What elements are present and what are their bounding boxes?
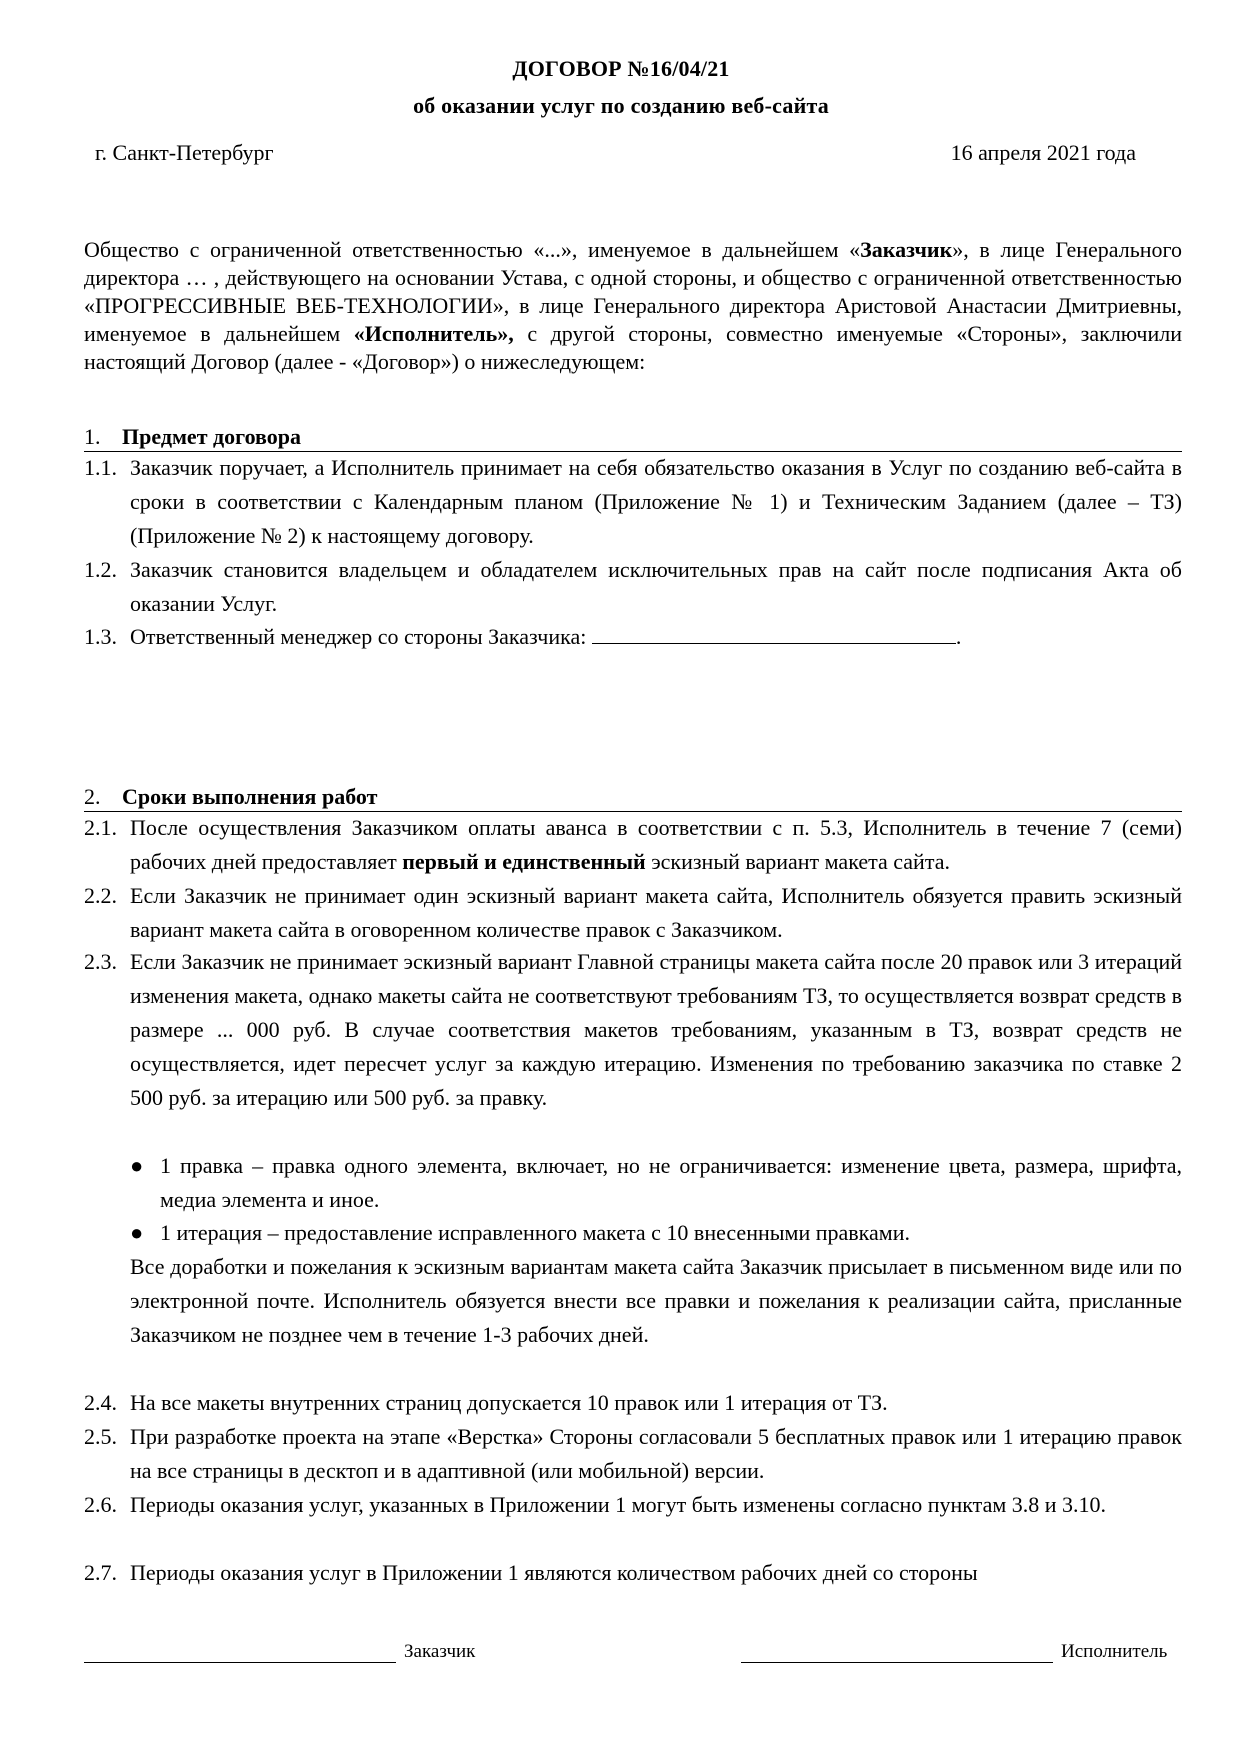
clause-number: 2.1. (84, 815, 117, 840)
clause-text: Если Заказчик не принимает эскизный вариант Главной страницы макета сайта после 20 правок или 3 итераций изменения макета, однако макеты сайта не соответствуют требованиям ТЗ, то осуществляется возврат средств в размере ... 000 руб. В случае соответствия макетов требованиям, указанным в ТЗ, возврат средств не осуществляется, идет пересчет услуг за каждую итерацию. Изменения по требованию заказчика по ставке 2 500 руб. за итерацию или 500 руб. за правку. (130, 949, 1182, 1110)
bullet-item (130, 1149, 1182, 1217)
clause-text: Если Заказчик не принимает один эскизный вариант макета сайта, Исполнитель обязуется править эскизный вариант макета сайта в оговоренном количестве правок с Заказчиком. (130, 883, 1182, 942)
clause-2-3 (84, 945, 1182, 1115)
executor-signature (741, 1641, 1167, 1663)
clause-number: 2.7. (84, 1560, 117, 1585)
bullet-text: 1 правка – правка одного элемента, включает, но не ограничивается: изменение цвета, размера, шрифта, медиа элемента и иное. (160, 1153, 1182, 1212)
clause-2-7 (84, 1556, 1182, 1590)
clause-number: 2.2. (84, 883, 117, 908)
clause-text-b: эскизный вариант макета сайта. (645, 849, 950, 874)
contract-title: ДОГОВОР №16/04/21 (512, 56, 730, 81)
clause-text: Периоды оказания услуг в Приложении 1 являются количеством рабочих дней со стороны (130, 1560, 978, 1585)
clause-2-4 (84, 1386, 1182, 1420)
clause-text: Заказчик становится владельцем и обладателем исключительных прав на сайт после подписания Акта об оказании Услуг. (130, 557, 1182, 616)
clause-text: Заказчик поручает, а Исполнитель принимает на себя обязательство оказания в Услуг по созданию веб-сайта в сроки в соответствии с Календарным планом (Приложение № 1) и Техническим Заданием (далее – ТЗ) (Приложение № 2) к настоящему договору. (130, 455, 1182, 548)
executor-term: «Исполнитель», (353, 321, 514, 346)
clause-tail: . (955, 624, 962, 649)
place-date-line (95, 140, 1136, 166)
clause-number: 2.3. (84, 949, 117, 974)
city: г. Санкт-Петербург (95, 140, 274, 165)
customer-signature-label: Заказчик (404, 1641, 476, 1662)
clause-text: Периоды оказания услуг, указанных в Приложении 1 могут быть изменены согласно пунктам 3.8 и 3.10. (130, 1492, 1107, 1517)
note-text: Все доработки и пожелания к эскизным вариантам макета сайта Заказчик присылает в письменном виде или по электронной почте. Исполнитель обязуется внести все правки и пожелания к реализации сайта, присланные Заказчиком не позднее чем в течение 1-3 рабочих дней. (130, 1254, 1182, 1347)
clause-text: Ответственный менеджер со стороны Заказчика: (130, 624, 592, 649)
preamble-part-3: с другой стороны, совместно именуемые «Стороны», заключили настоящий Договор (далее - «Договор») о нижеследующем: (84, 321, 1182, 374)
bullet-icon: ● (130, 1220, 144, 1245)
section-2-number: 2. (84, 784, 101, 809)
clause-1-2 (84, 553, 1182, 621)
contract-subtitle: об оказании услуг по созданию веб-сайта (413, 93, 829, 118)
manager-blank-field[interactable] (592, 623, 956, 644)
clause-1-3 (84, 620, 1182, 654)
clause-2-5 (84, 1420, 1182, 1488)
clause-number: 1.1. (84, 455, 117, 480)
preamble-part-1: Общество с ограниченной ответственностью «...», именуемое в дальнейшем « (84, 237, 861, 262)
bullet-text: 1 итерация – предоставление исправленного макета с 10 внесенными правками. (160, 1220, 910, 1245)
executor-signature-field[interactable] (741, 1644, 1053, 1663)
customer-signature-field[interactable] (84, 1644, 396, 1663)
bullet-icon: ● (130, 1153, 144, 1178)
clause-text: На все макеты внутренних страниц допускается 10 правок или 1 итерация от ТЗ. (130, 1390, 888, 1415)
clause-1-1 (84, 451, 1182, 553)
clause-2-3-note (84, 1250, 1182, 1352)
section-1-title: Предмет договора (122, 424, 301, 449)
clause-number: 1.3. (84, 624, 117, 649)
section-2-heading (84, 784, 1182, 812)
section-1-heading (84, 424, 1182, 452)
clause-text: При разработке проекта на этапе «Верстка» Стороны согласовали 5 бесплатных правок или 1 итерацию правок на все страницы в десктоп и в адаптивной (или мобильной) версии. (130, 1424, 1182, 1483)
clause-2-1 (84, 811, 1182, 879)
executor-signature-label: Исполнитель (1061, 1641, 1168, 1662)
preamble (84, 236, 1182, 376)
section-2-title: Сроки выполнения работ (122, 784, 378, 809)
contract-date: 16 апреля 2021 года (950, 140, 1136, 165)
clause-2-2 (84, 879, 1182, 947)
clause-number: 1.2. (84, 557, 117, 582)
clause-text-bold: первый и единственный (402, 849, 646, 874)
section-1-number: 1. (84, 424, 101, 449)
bullet-item (130, 1216, 1182, 1250)
clause-number: 2.6. (84, 1492, 117, 1517)
customer-term: Заказчик (860, 237, 953, 262)
clause-number: 2.4. (84, 1390, 117, 1415)
preamble-part-2: », в лице Генерального директора … , действующего на основании Устава, с одной стороны, и общество с ограниченной ответственностью «ПРОГРЕССИВНЫЕ ВЕБ-ТЕХНОЛОГИИ», в лице Генерального директора Аристовой Анастасии Дмитриевны, именуемое в дальнейшем (84, 237, 1182, 346)
clause-text-a: После осуществления Заказчиком оплаты аванса в соответствии с п. 5.3, Исполнитель в течение 7 (семи) рабочих дней предоставляет (130, 815, 1182, 874)
clause-number: 2.5. (84, 1424, 117, 1449)
customer-signature (84, 1641, 475, 1663)
clause-2-6 (84, 1488, 1182, 1522)
